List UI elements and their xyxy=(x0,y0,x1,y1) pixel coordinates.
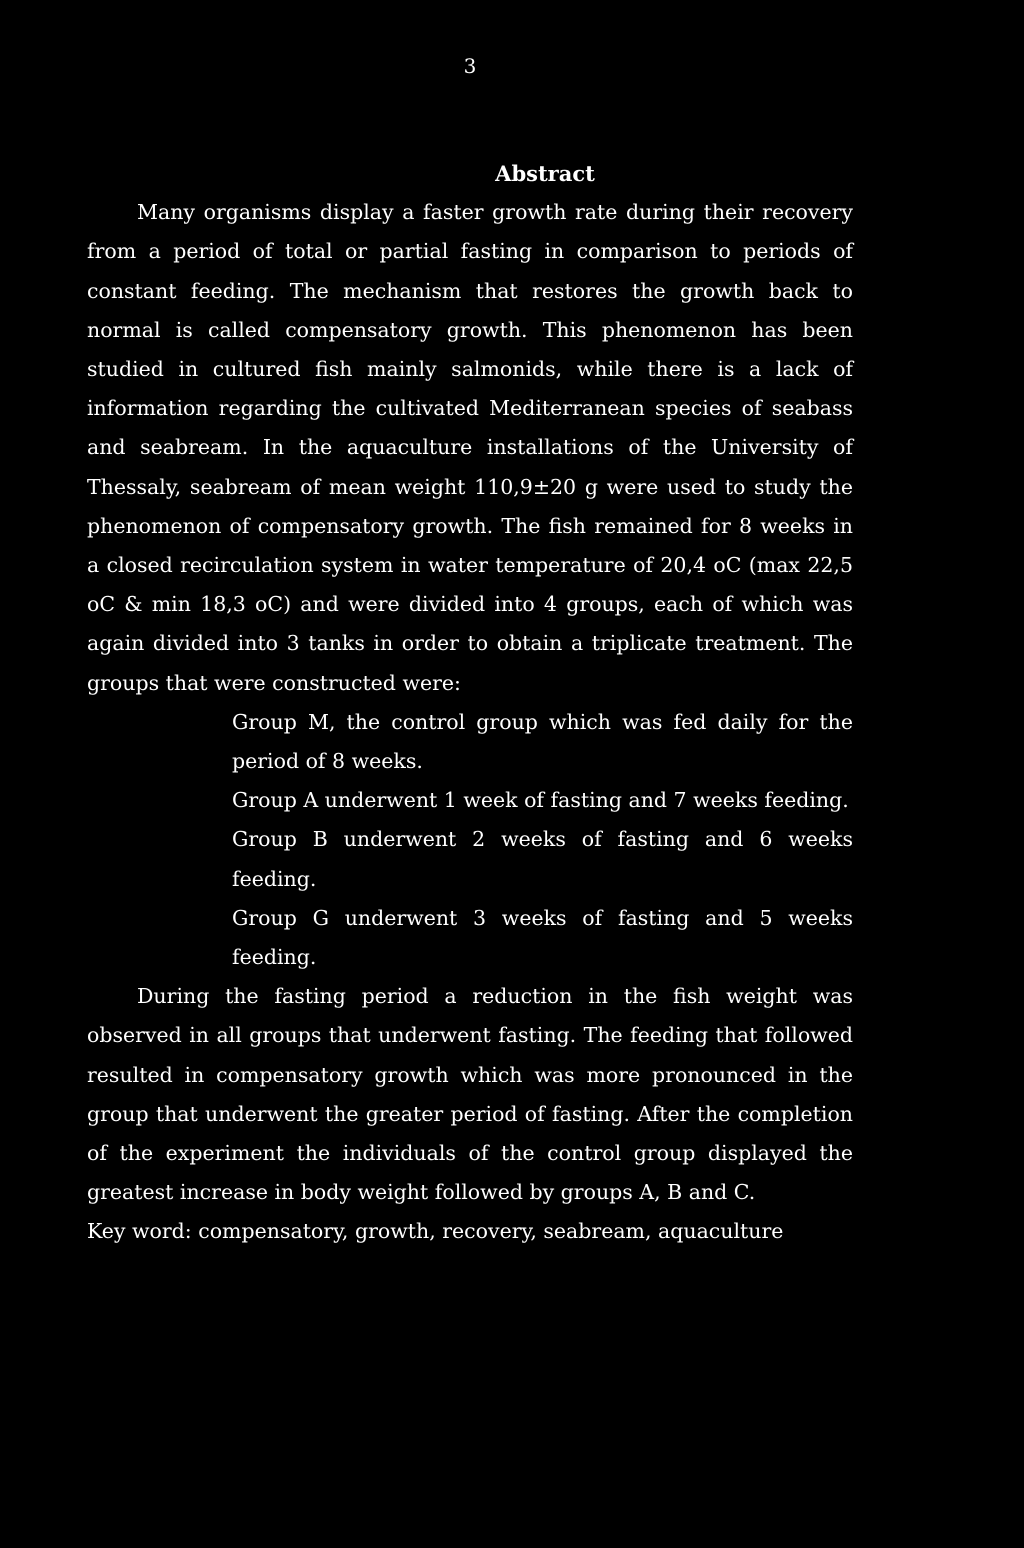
group-item-b: Group B underwent 2 weeks of fasting and 6 weeks feeding. xyxy=(232,827,853,891)
page-number: 3 xyxy=(463,54,477,78)
group-item-a: Group A underwent 1 week of fasting and 7 weeks feeding. xyxy=(232,788,849,813)
group-item-g: Group G underwent 3 weeks of fasting and 5 weeks feeding. xyxy=(232,905,853,970)
group-item-m: Group M, the control group which was fed daily for the period of 8 weeks. xyxy=(232,709,853,774)
abstract-paragraph-2: During the fasting period a reduction in the fish weight was observed in all groups that underwent fasting. The feeding that followed resulted in compensatory growth which was more pronounced in the group that underwent the greater period of fasting. After the completion of the experiment the individuals of the control group displayed the greatest increase in body weight followed by groups A, B and C. xyxy=(87,984,853,1205)
abstract-paragraph-1: Many organisms display a faster growth rate during their recovery from a period of total or partial fasting in comparison to periods of constant feeding. The mechanism that restores the growth back to normal is called compensatory growth. This phenomenon has been studied in cultured fish mainly salmonids, while there is a lack of information regarding the cultivated Mediterranean species of seabass and seabream. In the aquaculture installations of the University of Thessaly, seabream of mean weight 110,9±20 g were used to study the phenomenon of compensatory growth. The fish remained for 8 weeks in a closed recirculation system in water temperature of 20,4 oC (max 22,5 oC & min 18,3 oC) and were divided into 4 groups, each of which was again divided into 3 tanks in order to obtain a triplicate treatment. The groups that were constructed were: xyxy=(87,200,853,695)
group-list xyxy=(87,703,853,977)
keywords: Key word: compensatory, growth, recovery, seabream, aquaculture xyxy=(87,1219,784,1244)
abstract-section xyxy=(87,154,853,1252)
abstract-heading: Abstract xyxy=(495,161,595,186)
